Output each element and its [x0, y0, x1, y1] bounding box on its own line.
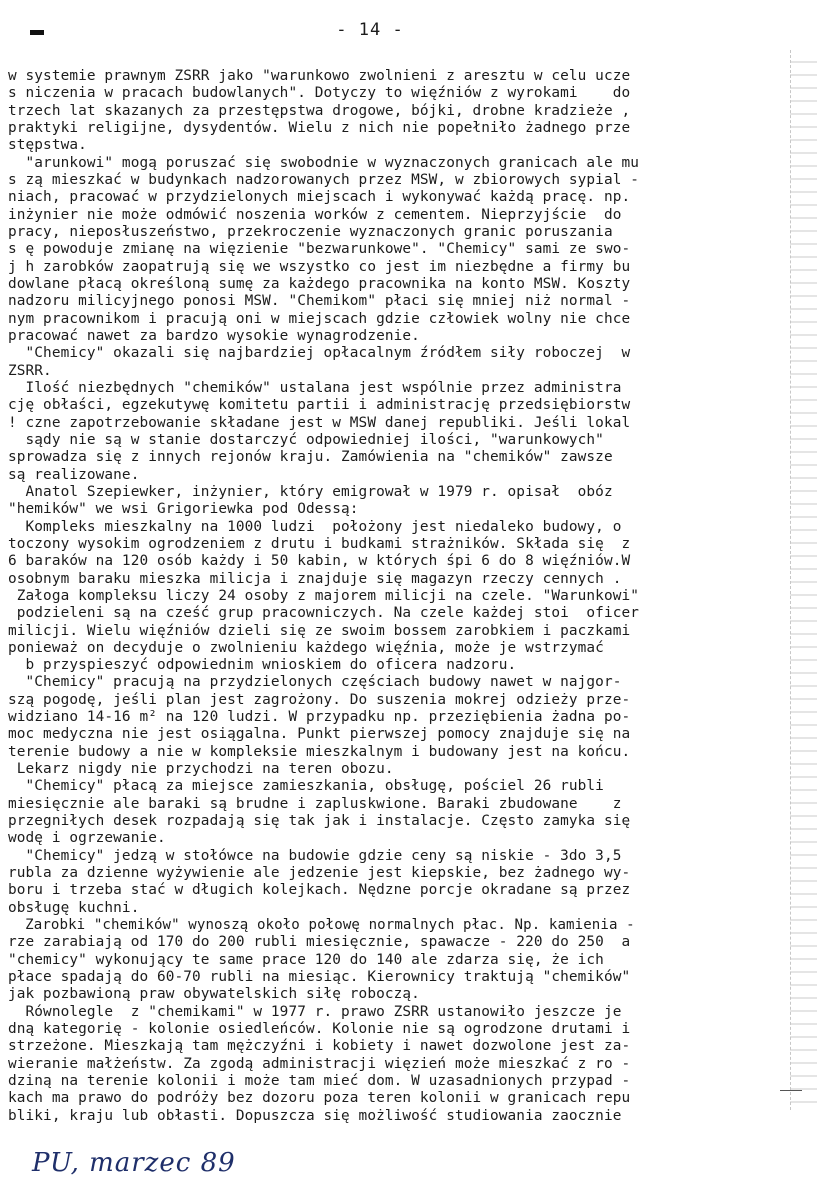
text-line: Ilość niezbędnych "chemików" ustalana jest wspólnie przez administra — [8, 379, 622, 396]
text-line: miesięcznie ale baraki są brudne i zapluskwione. Baraki zbudowane z — [8, 795, 622, 812]
text-line: Załoga kompleksu liczy 24 osoby z majorem milicji na czele. "Warunkowi" — [8, 587, 639, 604]
text-line: płace spadają do 60-70 rubli na miesiąc. Kierownicy traktują "chemików" — [8, 969, 631, 986]
text-line: boru i trzeba stać w długich kolejkach. Nędzne porcje okradane są przez — [8, 882, 631, 899]
text-line: jak pozbawioną praw obywatelskich siłę roboczą. — [8, 986, 420, 1003]
text-line: b przyspieszyć odpowiednim wnioskiem do oficera nadzoru. — [8, 657, 517, 674]
text-line: ! czne zapotrzebowanie składane jest w MSW danej republiki. Jeśli lokal — [8, 414, 631, 431]
text-line: sprowadza się z innych rejonów kraju. Zamówienia na "chemików" zawsze — [8, 449, 613, 466]
text-line: dną kategorię - kolonie osiedleńców. Kolonie nie są ogrodzone drutami i — [8, 1021, 631, 1038]
text-line: pracy, nieposłuszeństwo, przekroczenie wyznaczonych granic poruszania — [8, 223, 613, 240]
text-line: rubla za dzienne wyżywienie ale jedzenie jest kiepskie, bez żadnego wy- — [8, 865, 631, 882]
scan-margin-artifact — [790, 50, 817, 1110]
text-line: podzieleni są na cześć grup pracowniczych. Na czele każdej stoi oficer — [8, 605, 639, 622]
text-line: Zarobki "chemików" wynoszą około połowę normalnych płac. Np. kamienia - — [8, 917, 635, 934]
text-line: ponieważ on decyduje o zwolnieniu każdego więźnia, może je wstrzymać — [8, 639, 604, 656]
text-line: pracować nawet za bardzo wysokie wynagrodzenie. — [8, 327, 420, 344]
text-line: terenie budowy a nie w kompleksie mieszkalnym i budowany jest na końcu. — [8, 743, 631, 760]
text-line: przegniłych desek rozpadają się tak jak i instalacje. Często zamyka się — [8, 813, 631, 830]
text-line: szą pogodę, jeśli plan jest zagrożony. Do suszenia mokrej odzieży prze- — [8, 691, 631, 708]
text-line: toczony wysokim ogrodzeniem z drutu i budkami strażników. Składa się z — [8, 535, 631, 552]
text-line: są realizowane. — [8, 466, 140, 483]
text-line: niach, pracować w przydzielonych miejscach i wykonywać każdą pracę. np. — [8, 189, 631, 206]
text-line: Równolegle z "chemikami" w 1977 r. prawo ZSRR ustanowiło jeszcze je — [8, 1003, 622, 1020]
text-line: wodę i ogrzewanie. — [8, 830, 166, 847]
text-line: trzech lat skazanych za przestępstwa drogowe, bójki, drobne kradzieże , — [8, 102, 631, 119]
text-line: "arunkowi" mogą poruszać się swobodnie w wyznaczonych granicach ale mu — [8, 154, 639, 171]
text-line: sądy nie są w stanie dostarczyć odpowiedniej ilości, "warunkowych" — [8, 431, 604, 448]
text-line: stępstwa. — [8, 137, 87, 154]
text-line: praktyki religijne, dysydentów. Wielu z nich nie popełniło żadnego prze — [8, 119, 631, 136]
text-line: s niczenia w pracach budowlanych". Dotyczy to więźniów z wyrokami do — [8, 85, 631, 102]
text-line: obsługę kuchni. — [8, 899, 140, 916]
text-line: osobnym baraku mieszka milicja i znajduje się magazyn rzeczy cennych . — [8, 570, 622, 587]
text-line: kach ma prawo do podróży bez dozoru poza teren kolonii w granicach repu — [8, 1090, 631, 1107]
text-line: inżynier nie może odmówić noszenia worków z cementem. Nieprzyjście do — [8, 206, 622, 223]
text-line: wieranie małżeństw. Za zgodą administracji więzień może mieszkać z ro - — [8, 1055, 631, 1072]
text-line: "Chemicy" pracują na przydzielonych częściach budowy nawet w najgor- — [8, 674, 622, 691]
text-line: "hemików" we wsi Grigoriewka pod Odessą: — [8, 501, 359, 518]
text-line: "Chemicy" płacą za miejsce zamieszkania, obsługę, pościel 26 rubli — [8, 778, 604, 795]
text-line: 6 baraków na 120 osób każdy i 50 kabin, w których śpi 6 do 8 więźniów.W — [8, 553, 631, 570]
margin-rule — [780, 1090, 802, 1091]
text-line: "chemicy" wykonujący te same prace 120 do 140 ale zdarza się, że ich — [8, 951, 604, 968]
text-line: "Chemicy" jedzą w stołówce na budowie gdzie ceny są niskie - 3do 3,5 — [8, 847, 622, 864]
text-line: s ę powoduje zmianę na więzienie "bezwarunkowe". "Chemicy" sami ze swo- — [8, 241, 631, 258]
text-line: cję obłaści, egzekutywę komitetu partii i administrację przedsiębiorstw — [8, 397, 631, 414]
text-line: Lekarz nigdy nie przychodzi na teren obozu. — [8, 761, 394, 778]
text-line: dowlane płacą określoną sumę za każdego pracownika na konto MSW. Koszty — [8, 275, 631, 292]
text-line: moc medyczna nie jest osiągalna. Punkt pierwszej pomocy znajduje się na — [8, 726, 631, 743]
text-line: dziną na terenie kolonii i może tam mieć dom. W uzasadnionych przypad - — [8, 1073, 631, 1090]
text-line: widziano 14-16 m² na 120 ludzi. W przypadku np. przeziębienia żadna po- — [8, 709, 631, 726]
body-text — [8, 68, 793, 1125]
handwritten-note: PU, marzec 89 — [32, 1148, 236, 1178]
text-line: j h zarobków zaopatrują się we wszystko co jest im niezbędne a firmy bu — [8, 258, 631, 275]
text-line: w systemie prawnym ZSRR jako "warunkowo zwolnieni z aresztu w celu ucze — [8, 68, 631, 84]
text-line: milicji. Wielu więźniów dzieli się ze swoim bossem zarobkiem i paczkami — [8, 622, 631, 639]
text-line: Kompleks mieszkalny na 1000 ludzi położony jest niedaleko budowy, o — [8, 518, 622, 535]
text-line: Anatol Szepiewker, inżynier, który emigrował w 1979 r. opisał obóz — [8, 483, 613, 500]
text-line: "Chemicy" okazali się najbardziej opłacalnym źródłem siły roboczej w — [8, 345, 631, 362]
text-line: s zą mieszkać w budynkach nadzorowanych przez MSW, w zbiorowych sypial - — [8, 171, 639, 188]
text-line: strzeżone. Mieszkają tam mężczyźni i kobiety i nawet dozwolone jest za- — [8, 1038, 631, 1055]
text-line: ZSRR. — [8, 362, 52, 379]
text-line: nym pracownikom i pracują oni w miejscach gdzie człowiek wolny nie chce — [8, 310, 631, 327]
text-line: rze zarabiają od 170 do 200 rubli miesięcznie, spawacze - 220 do 250 a — [8, 934, 631, 951]
page-number: - 14 - — [336, 20, 404, 40]
text-line: nadzoru milicyjnego ponosi MSW. "Chemikom" płaci się mniej niż normal - — [8, 293, 631, 310]
text-line: bliki, kraju lub obłasti. Dopuszcza się możliwość studiowania zaocznie — [8, 1107, 622, 1124]
